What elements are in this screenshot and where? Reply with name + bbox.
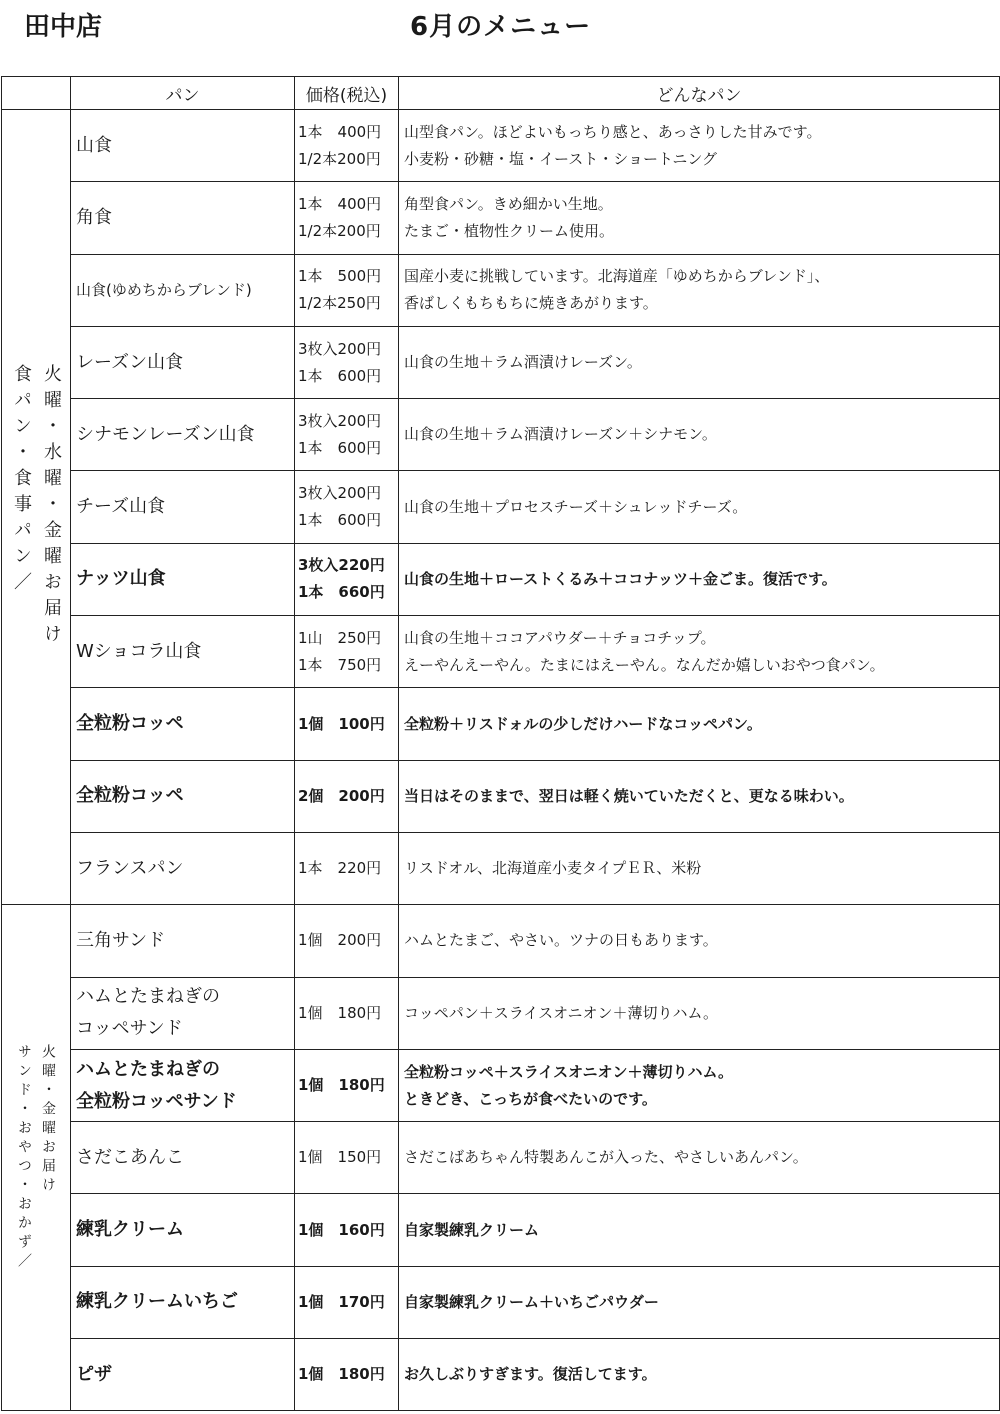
item-price: 1個 100円 [295,688,399,760]
header-row [2,77,1000,110]
item-price: 1本 220円 [295,832,399,904]
item-price: 1本 500円 1/2本250円 [295,254,399,326]
menu-row [2,182,1000,254]
item-name: シナモンレーズン山食 [71,399,295,471]
menu-row [2,254,1000,326]
item-name: Wショコラ山食 [71,616,295,688]
item-price: 1個 180円 [295,977,399,1049]
menu-row [2,832,1000,904]
item-price: 3枚入220円 1本 660円 [295,543,399,615]
item-description: 山食の生地＋プロセスチーズ＋シュレッドチーズ。 [399,471,1000,543]
item-name: 山食(ゆめちからブレンド) [71,254,295,326]
menu-row [2,1049,1000,1121]
item-name: 全粒粉コッペ [71,688,295,760]
item-description: さだこばあちゃん特製あんこが入った、やさしいあんパン。 [399,1122,1000,1194]
item-description: 全粒粉コッペ＋スライスオニオン＋薄切りハム。 ときどき、こっちが食べたいのです。 [399,1049,1000,1121]
group-label: 火曜・水曜・金曜お届け 食パン・食事パン／ [11,364,62,651]
item-price: 1本 400円 1/2本200円 [295,182,399,254]
item-description: 山型食パン。ほどよいもっちり感と、あっさりした甘みです。 小麦粉・砂糖・塩・イースト・ショートニング [399,110,1000,182]
menu-row [2,688,1000,760]
menu-row [2,1339,1000,1411]
item-description: 自家製練乳クリーム＋いちごパウダー [399,1266,1000,1338]
item-name: さだこあんこ [71,1122,295,1194]
menu-row [2,471,1000,543]
group-cell [2,905,71,1411]
item-price: 1個 170円 [295,1266,399,1338]
item-name: 山食 [71,110,295,182]
menu-title: 6月のメニュー [410,12,592,42]
item-description: 自家製練乳クリーム [399,1194,1000,1266]
item-name: チーズ山食 [71,471,295,543]
item-name: レーズン山食 [71,326,295,398]
menu-row [2,110,1000,182]
item-description: 山食の生地＋ココアパウダー＋チョコチップ。 えーやんえーやん。たまにはえーやん。なんだか嬉しいおやつ食パン。 [399,616,1000,688]
item-description: リスドオル、北海道産小麦タイプＥＲ、米粉 [399,832,1000,904]
header-group-cell [2,77,71,110]
menu-row [2,1266,1000,1338]
item-description: 国産小麦に挑戦しています。北海道産「ゆめちからブレンド」、 香ばしくもちもちに焼きあがります。 [399,254,1000,326]
menu-row [2,399,1000,471]
item-price: 1山 250円 1本 750円 [295,616,399,688]
item-name: ピザ [71,1339,295,1411]
item-price: 2個 200円 [295,760,399,832]
item-name: ナッツ山食 [71,543,295,615]
menu-body [2,110,1000,1411]
header-bread: パン [71,77,295,110]
header-price: 価格(税込) [295,77,399,110]
group-label: 火曜・金曜お届け サンド・おやつ・おかず／ [16,1043,56,1272]
item-name: ハムとたまねぎの コッペサンド [71,977,295,1049]
item-name: ハムとたまねぎの 全粒粉コッペサンド [71,1049,295,1121]
menu-row [2,326,1000,398]
item-description: 山食の生地＋ラム酒漬けレーズン。 [399,326,1000,398]
header-desc: どんなパン [399,77,1000,110]
item-price: 3枚入200円 1本 600円 [295,399,399,471]
item-price: 1本 400円 1/2本200円 [295,110,399,182]
menu-row [2,760,1000,832]
item-name: 練乳クリームいちご [71,1266,295,1338]
menu-table [1,76,1000,1411]
item-name: 全粒粉コッペ [71,760,295,832]
item-description: 山食の生地＋ローストくるみ＋ココナッツ＋金ごま。復活です。 [399,543,1000,615]
item-price: 1個 180円 [295,1339,399,1411]
item-description: 山食の生地＋ラム酒漬けレーズン＋シナモン。 [399,399,1000,471]
item-price: 1個 200円 [295,905,399,977]
item-price: 3枚入200円 1本 600円 [295,326,399,398]
menu-row [2,905,1000,977]
item-description: コッペパン＋スライスオニオン＋薄切りハム。 [399,977,1000,1049]
shop-name: 田中店 [24,12,103,42]
item-description: 角型食パン。きめ細かい生地。 たまご・植物性クリーム使用。 [399,182,1000,254]
menu-row [2,543,1000,615]
item-description: お久しぶりすぎます。復活してます。 [399,1339,1000,1411]
item-description: ハムとたまご、やさい。ツナの日もあります。 [399,905,1000,977]
item-description: 全粒粉＋リスドォルの少しだけハードなコッペパン。 [399,688,1000,760]
item-price: 1個 150円 [295,1122,399,1194]
item-name: 三角サンド [71,905,295,977]
item-name: フランスパン [71,832,295,904]
item-name: 練乳クリーム [71,1194,295,1266]
menu-row [2,1122,1000,1194]
menu-row [2,1194,1000,1266]
group-cell [2,110,71,905]
item-price: 1個 180円 [295,1049,399,1121]
menu-row [2,616,1000,688]
item-name: 角食 [71,182,295,254]
item-price: 3枚入200円 1本 600円 [295,471,399,543]
menu-row [2,977,1000,1049]
item-price: 1個 160円 [295,1194,399,1266]
item-description: 当日はそのままで、翌日は軽く焼いていただくと、更なる味わい。 [399,760,1000,832]
